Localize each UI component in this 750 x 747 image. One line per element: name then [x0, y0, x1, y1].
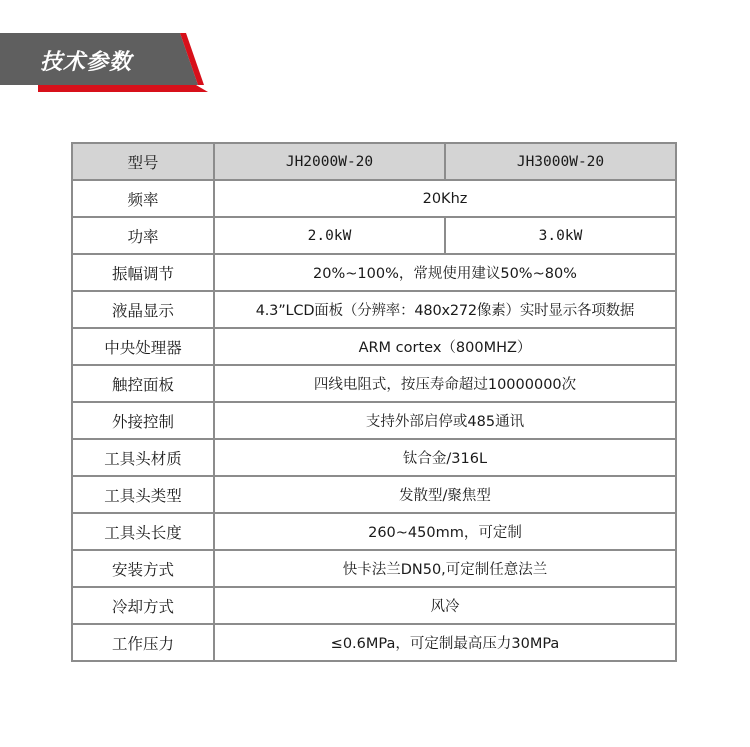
row-value: 发散型/聚焦型: [214, 476, 676, 513]
row-value: ARM cortex（800MHZ）: [214, 328, 676, 365]
row-label: 外接控制: [72, 402, 214, 439]
row-value: 四线电阻式，按压寿命超过10000000次: [214, 365, 676, 402]
row-label: 功率: [72, 217, 214, 254]
model-a-cell: JH2000W-20: [214, 143, 445, 180]
row-value: 20Khz: [214, 180, 676, 217]
table-row: [72, 328, 676, 365]
row-label: 工具头材质: [72, 439, 214, 476]
row-label: 冷却方式: [72, 587, 214, 624]
table-row: [72, 439, 676, 476]
row-value: ≤0.6MPa，可定制最高压力30MPa: [214, 624, 676, 661]
table-row: [72, 254, 676, 291]
row-value: 260~450mm，可定制: [214, 513, 676, 550]
power-b-value: 3.0kW: [445, 217, 676, 254]
table-row: [72, 402, 676, 439]
row-value: 支持外部启停或485通讯: [214, 402, 676, 439]
row-label: 工具头长度: [72, 513, 214, 550]
row-label: 工具头类型: [72, 476, 214, 513]
table-row: [72, 365, 676, 402]
row-label: 工作压力: [72, 624, 214, 661]
row-value: 快卡法兰DN50,可定制任意法兰: [214, 550, 676, 587]
table-row: [72, 513, 676, 550]
power-a-value: 2.0kW: [214, 217, 445, 254]
table-row: [72, 587, 676, 624]
section-title: 技术参数: [40, 50, 133, 75]
row-label: 液晶显示: [72, 291, 214, 328]
header-red-stripe: [38, 85, 208, 92]
table-row: [72, 180, 676, 217]
row-value: 风冷: [214, 587, 676, 624]
row-value: 钛合金/316L: [214, 439, 676, 476]
row-label: 频率: [72, 180, 214, 217]
row-label: 安装方式: [72, 550, 214, 587]
table-header-row: [72, 143, 676, 180]
table-row: [72, 624, 676, 661]
model-b-cell: JH3000W-20: [445, 143, 676, 180]
table-row: [72, 291, 676, 328]
row-value: 4.3”LCD面板（分辨率：480x272像素）实时显示各项数据: [214, 291, 676, 328]
row-label: 中央处理器: [72, 328, 214, 365]
table-row: [72, 476, 676, 513]
row-label: 振幅调节: [72, 254, 214, 291]
header-label-cell: 型号: [72, 143, 214, 180]
table-row: [72, 217, 676, 254]
section-header: [0, 33, 212, 93]
row-label: 触控面板: [72, 365, 214, 402]
table-row: [72, 550, 676, 587]
spec-table: [71, 142, 677, 662]
row-value: 20%~100%，常规使用建议50%~80%: [214, 254, 676, 291]
